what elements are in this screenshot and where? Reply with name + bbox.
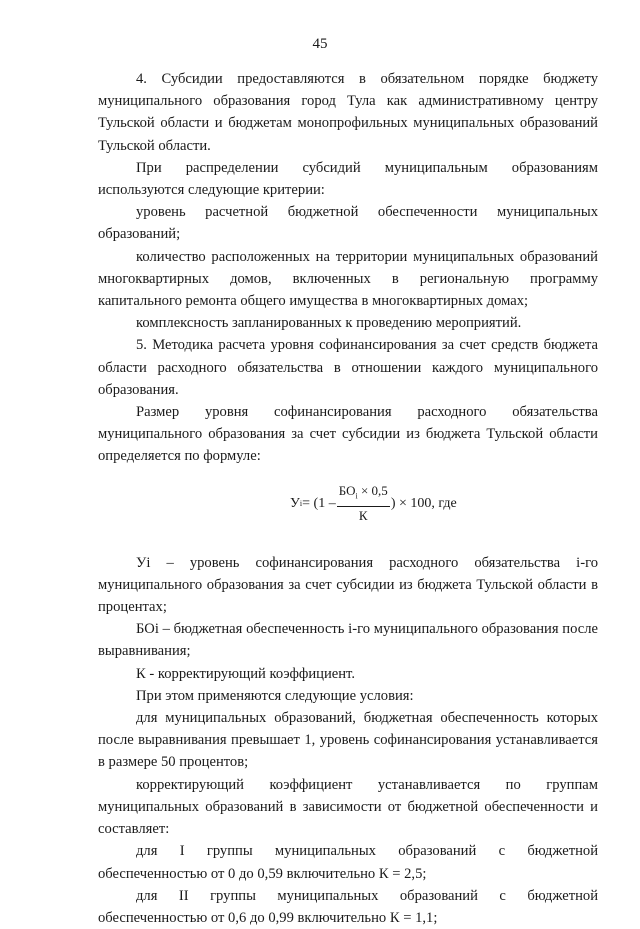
paragraph-method: 5. Методика расчета уровня софинансирования за счет средств бюджета области расходного обязательства в отношении каждого муниципального образования. (98, 337, 598, 398)
formula-lhs: У (290, 495, 300, 511)
criterion-complexity: комплексность запланированных к проведению мероприятий. (136, 315, 522, 332)
paragraph-formula-intro: Размер уровня софинансирования расходного обязательства муниципального образования за счет субсидии из бюджета Тульской области определяется по формуле: (98, 404, 598, 465)
paragraph-conditions-intro: При этом применяются следующие условия: (136, 687, 414, 704)
criterion-budget-level: уровень расчетной бюджетной обеспеченности муниципальных образований; (98, 204, 598, 243)
formula-numerator: $БО_i \times 0,5$ (337, 483, 390, 507)
paragraph-subsidies: 4. Субсидии предоставляются в обязательном порядке бюджету муниципального образования город Тула как административному центру Тульской области и бюджетам монопрофильных муниципальных образований Тульской области. (98, 71, 598, 154)
cofinancing-formula (98, 482, 598, 526)
condition-group-1: для I группы муниципальных образований с бюджетной обеспеченностью от 0 до 0,59 включительно К = 2,5; (98, 843, 598, 882)
formula-fraction (337, 483, 390, 524)
criterion-apartment-buildings: количество расположенных на территории муниципальных образований многоквартирных домов, включенных в региональную программу капитального ремонта общего имущества в многоквартирных домах; (98, 248, 598, 310)
paragraph-criteria-intro: При распределении субсидий муниципальным образованиям используются следующие критерии: (98, 159, 598, 199)
formula-tail: ) × 100, где (390, 495, 457, 511)
definition-boi: БОi – бюджетная обеспеченность i-го муниципального образования после выравнивания; (98, 621, 598, 660)
formula-open: = (1 – (302, 495, 336, 511)
definition-k: К - корректирующий коэффициент. (136, 665, 355, 682)
condition-coefficient: корректирующий коэффициент устанавливается по группам муниципальных образований в зависимости от бюджетной обеспеченности и составляет: (98, 776, 598, 838)
condition-group-2: для II группы муниципальных образований с бюджетной обеспеченностью от 0,6 до 0,99 включительно К = 1,1; (98, 887, 598, 926)
formula-lhs-subscript: i (299, 498, 303, 508)
condition-over-one: для муниципальных образований, бюджетная обеспеченность которых после выравнивания превышает 1, уровень софинансирования устанавливается в размере 50 процентов; (98, 710, 598, 771)
formula-denominator: К (358, 507, 368, 523)
page-number: 45 (312, 36, 328, 52)
definition-ui: Уi – уровень софинансирования расходного обязательства i-го муниципального образования за счет субсидии из бюджета Тульской области в процентах; (98, 554, 598, 616)
document-body (98, 68, 598, 929)
